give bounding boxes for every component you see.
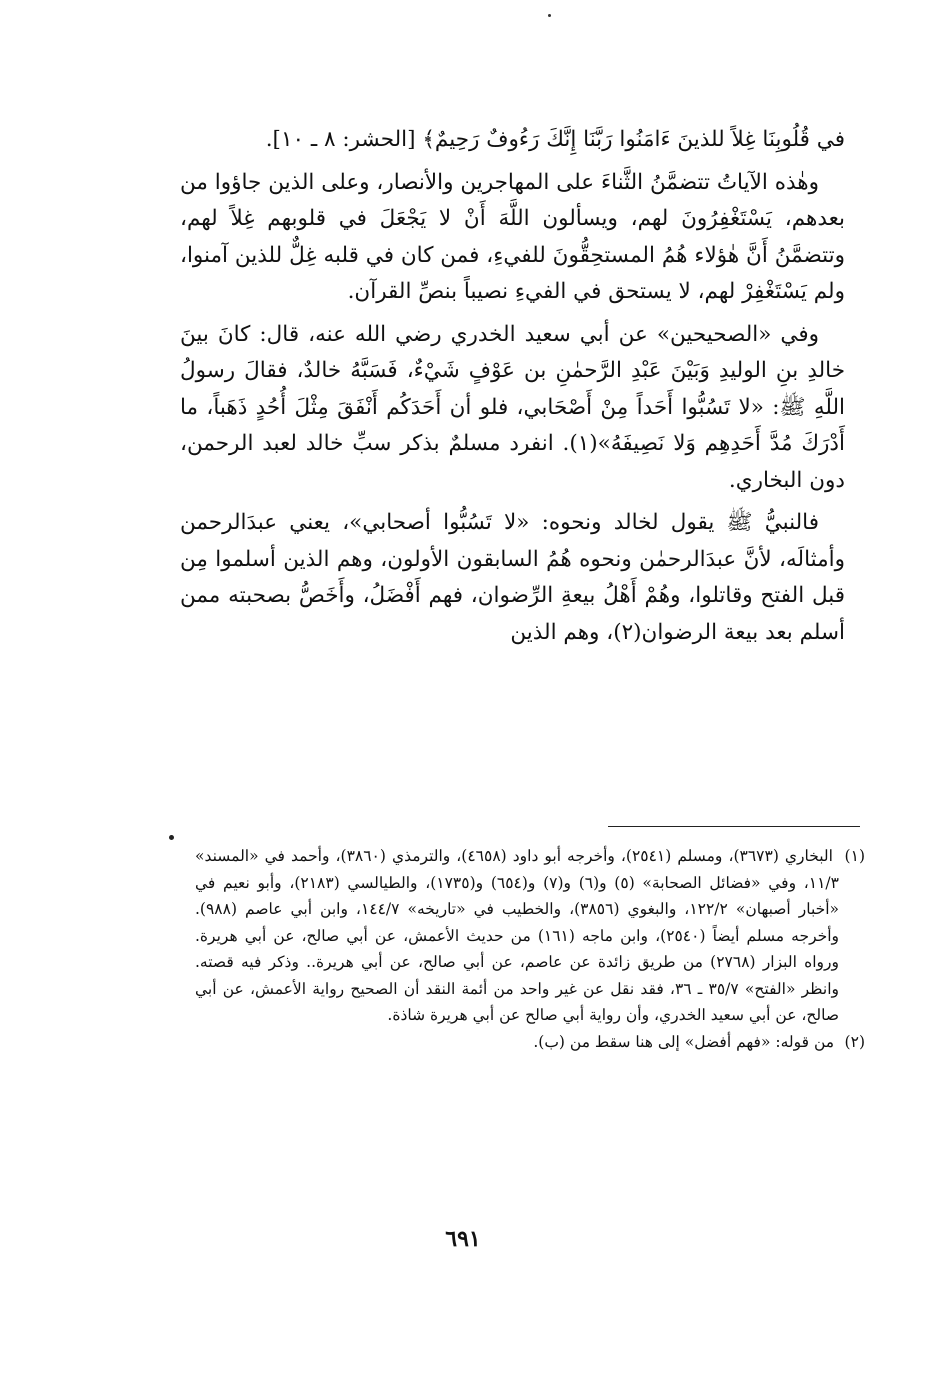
footnotes (195, 843, 865, 1055)
main-text (180, 122, 845, 651)
paragraph-hadith: وفي «الصحيحين» عن أبي سعيد الخدري رضي الله عنه، قال: كانَ بينَ خالدِ بنِ الوليدِ وَبَيْنَ عَبْدِ الرَّحمٰنِ بن عَوْفٍ شَيْءٌ، فَسَبَّهُ خالدٌ، فقالَ رسولُ اللَّهِ ﷺ: «لا تَسُبُّوا أَحَداً مِنْ أَصْحَابي، فلو أن أَحَدَكُم أَنْفَقَ مِثْلَ أُحُدٍ ذَهَباً، ما أَدْرَكَ مُدَّ أَحَدِهِم وَلا نَصِيفَهُ»(١). انفرد مسلمٌ بذكر سبِّ خالد لعبد الرحمن، دون البخاري. (180, 321, 845, 493)
footnote-2-number: (٢) (844, 1032, 865, 1051)
footnote-1-number: (١) (844, 847, 865, 865)
paragraph-verse-end: في قُلُوبِنَا غِلاً للذينَ ءَامَنُوا رَبَّنَا إِنَّكَ رَءُوفٌ رَحِيمٌ﴾ [الحشر: ٨ ـ ١٠]. (265, 127, 845, 152)
page-number: ٦٩١ (445, 1226, 481, 1252)
footnote-2 (195, 1029, 865, 1056)
footnote-1-text: البخاري (٣٦٧٣)، ومسلم (٢٥٤١)، وأخرجه أبو داود (٤٦٥٨)، والترمذي (٣٨٦٠)، وأحمد في «المسند» ١١/٣، وفي «فضائل الصحابة» (٥) و(٦) و(٧) و(٦٥٤) و(١٧٣٥)، والطيالسي (٢١٨٣)، وأبو نعيم في «أخبار أصبهان» ١٢٢/٢، والبغوي (٣٨٥٦)، والخطيب في «تاريخه» ١٤٤/٧، وابن أبي عاصم (٩٨٨). وأخرجه مسلم أيضاً (٢٥٤٠)، وابن ماجه (١٦١) من حديث الأعمش، عن أبي صالح، عن أبي هريرة. ورواه البزار (٢٧٦٨) من طريق زائدة عن عاصم، عن أبي صالح، عن أبي هريرة.. وذكر فيه قصته. وانظر «الفتح» ٣٥/٧ ـ ٣٦، فقد نقل عن غير واحد من أئمة النقد أن الصحيح رواية الأعمش، عن أبي صالح، عن أبي سعيد الخدري، وأن رواية أبي صالح عن أبي هريرة شاذة. (195, 847, 839, 1024)
scan-dot (548, 14, 551, 17)
paragraph-explanation: فالنبيُّ ﷺ يقول لخالد ونحوه: «لا تَسُبُّوا أصحابي»، يعني عبدَالرحمن وأمثالَه، لأنَّ عبدَالرحمٰن ونحوه هُمُ السابقون الأولون، وهم الذين أسلموا مِن قبل الفتح وقاتلوا، وهُمْ أَهْلُ بيعةِ الرِّضوان، فهم أَفْضَلُ، وأَخَصُّ بصحبته ممن أسلم بعد بيعة الرضوان(٢)، وهم الذين (180, 510, 845, 645)
footnote-2-text: من قوله: «فهم أفضل» إلى هنا سقط من (ب). (533, 1032, 835, 1051)
footnote-separator (608, 826, 860, 827)
margin-dot (169, 835, 174, 840)
footnote-1 (195, 843, 865, 1029)
paragraph-commentary: وهٰذه الآياتُ تتضمَّنُ الثَّناءَ على المهاجرين والأنصار، وعلى الذين جاؤوا من بعدهم، يَسْتَغْفِرُونَ لهم، ويسألون اللَّهَ أَنْ لا يَجْعَلَ في قلوبهم غِلاً لهم، وتتضمَّنُ أَنَّ هٰؤلاء هُمُ المستحِقُّونَ للفيءِ، فمن كان في قلبه غِلٌّ للذين آمنوا، ولم يَسْتَغْفِرْ لهم، لا يستحق في الفيءِ نصيباً بنصِّ القرآن. (180, 169, 846, 304)
